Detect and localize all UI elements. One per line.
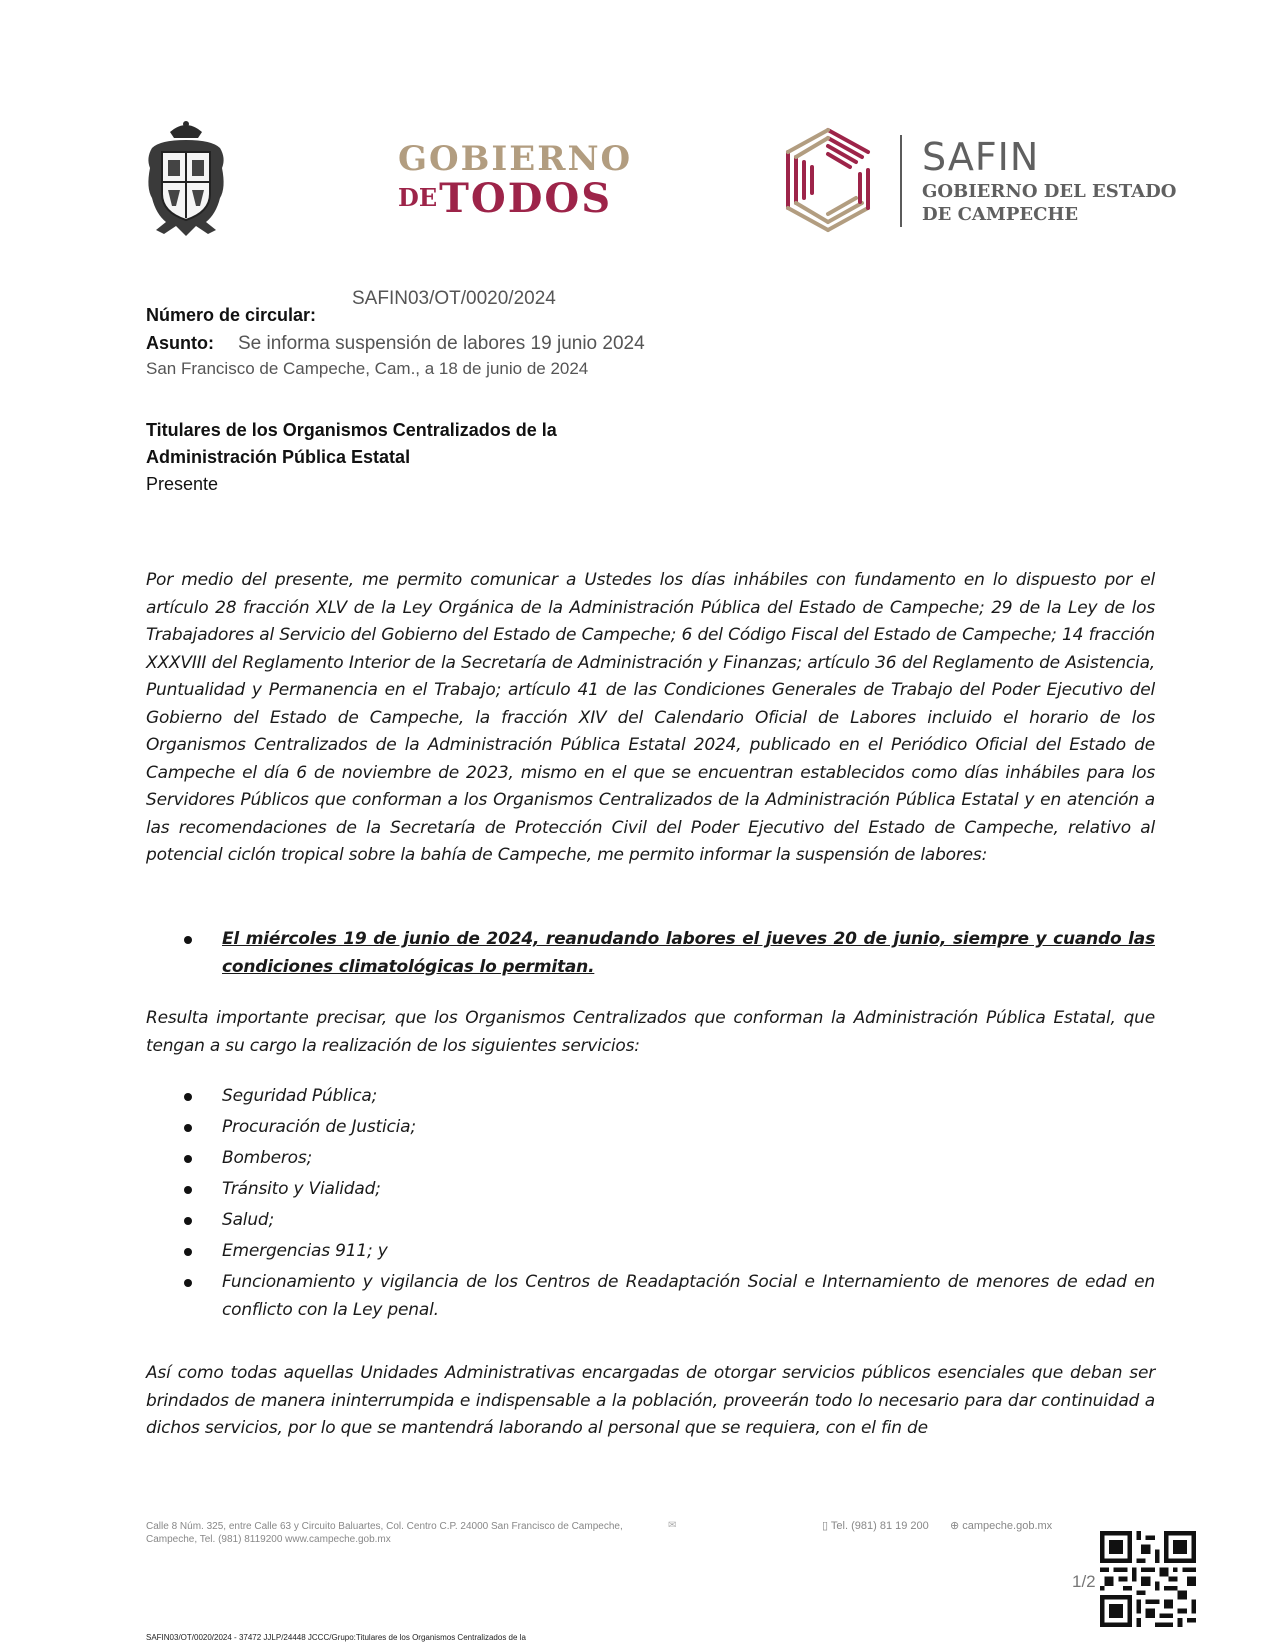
footer-web-text: campeche.gob.mx: [962, 1520, 1053, 1532]
safin-line2: DE CAMPECHE: [922, 204, 1079, 225]
body-paragraph-2: Resulta importante precisar, que los Organismos Centralizados que conforman la Administración Pública Estatal, que tengan a su cargo la realización de los siguientes servicios:: [146, 1008, 1155, 1056]
qr-code: [1100, 1531, 1196, 1627]
safin-wordmark: [922, 135, 1177, 226]
recipient-title: Titulares de los Organismos Centralizados de la Administración Pública Estatal: [146, 420, 557, 467]
page-number: 1/2: [1072, 1572, 1096, 1591]
safin-name: SAFIN: [922, 135, 1040, 179]
safin-hexagon-logo: [776, 124, 880, 236]
bullet-icon: [184, 1093, 192, 1101]
circular-number-value: SAFIN03/OT/0020/2024: [352, 288, 556, 309]
subject-value: Se informa suspensión de labores 19 junio 2024: [238, 333, 645, 354]
recipient-presente: Presente: [146, 474, 219, 494]
bullet-icon: [184, 1155, 192, 1163]
service-item: Bomberos;: [222, 1148, 313, 1168]
globe-icon: ⊕: [950, 1520, 960, 1532]
place-date: San Francisco de Campeche, Cam., a 18 de junio de 2024: [146, 359, 589, 378]
service-item: Emergencias 911; y: [222, 1241, 388, 1261]
bullet-icon: [184, 1124, 192, 1132]
document-reference: SAFIN03/OT/0020/2024 - 37472 JJLP/24448 JCCC/Grupo:Titulares de los Organismos Centralizados de la: [146, 1633, 526, 1642]
bullet-icon: [184, 936, 192, 944]
footer-phone: [822, 1519, 929, 1532]
logo-divider: [900, 135, 902, 227]
footer-phone-text: Tel. (981) 81 19 200: [830, 1520, 929, 1532]
phone-icon: ▯: [822, 1520, 829, 1532]
service-item: Seguridad Pública;: [222, 1086, 378, 1106]
suspension-highlight: El miércoles 19 de junio de 2024, reanudando labores el jueves 20 de junio, siempre y cuando las condiciones climatológicas lo permitan.: [222, 929, 1155, 977]
gobierno-text: GOBIERNO: [398, 139, 633, 179]
service-item: Salud;: [222, 1210, 275, 1230]
subject-label: Asunto:: [146, 333, 214, 353]
de-text: DE: [398, 183, 438, 212]
body-paragraph-1: Por medio del presente, me permito comunicar a Ustedes los días inhábiles con fundamento en lo dispuesto por el artículo 28 fracción XLV de la Ley Orgánica de la Administración Pública del Estado de Campeche; 29 de la Ley de los Trabajadores al Servicio del Gobierno del Estado de Campeche; 6 del Código Fiscal del Estado de Campeche; 14 fracción XXXVIII del Reglamento Interior de la Secretaría de Administración y Finanzas; artículo 36 del Reglamento de Asistencia, Puntualidad y Permanencia en el Trabajo; artículo 41 de las Condiciones Generales de Trabajo del Poder Ejecutivo del Gobierno del Estado de Campeche, la fracción XIV del Calendario Oficial de Labores incluido el horario de los Organismos Centralizados de la Administración Pública Estatal 2024, publicado en el Periódico Oficial del Estado de Campeche el día 6 de noviembre de 2023, mismo en el que se encuentran establecidos como días inhábiles para los Servidores Públicos que conforman a los Organismos Centralizados de la Administración Pública Estatal y en atención a las recomendaciones de la Secretaría de Protección Civil del Poder Ejecutivo del Estado de Campeche, relativo al potencial ciclón tropical sobre la bahía de Campeche, me permito informar la suspensión de labores:: [146, 570, 1155, 865]
safin-line1: GOBIERNO DEL ESTADO: [922, 181, 1177, 202]
bullet-icon: [184, 1279, 192, 1287]
service-item: Procuración de Justicia;: [222, 1117, 416, 1137]
body-paragraph-3: Así como todas aquellas Unidades Administrativas encargadas de otorgar servicios públicos esenciales que deban ser brindados de manera ininterrumpida e indispensable a la población, proveerán todo lo necesario para dar continuidad a dichos servicios, por lo que se mantendrá laborando al personal que se requiera, con el fin de: [146, 1363, 1155, 1438]
bullet-icon: [184, 1217, 192, 1225]
footer-address: Calle 8 Núm. 325, entre Calle 63 y Circuito Baluartes, Col. Centro C.P. 24000 San Francisco de Campeche, Campeche, Tel. (981) 8119200 www.campeche.gob.mx: [146, 1521, 623, 1545]
campeche-coat-of-arms-logo: [146, 118, 226, 246]
todos-text: TODOS: [439, 175, 613, 222]
footer-web: [950, 1519, 1052, 1532]
circular-number-label: Número de circular:: [146, 305, 317, 325]
mail-icon: ✉: [668, 1520, 677, 1531]
gobierno-de-todos-logo: [398, 139, 633, 222]
bullet-icon: [184, 1248, 192, 1256]
service-item: Funcionamiento y vigilancia de los Centros de Readaptación Social e Internamiento de menores de edad en conflicto con la Ley penal.: [222, 1272, 1155, 1320]
bullet-icon: [184, 1186, 192, 1194]
service-item: Tránsito y Vialidad;: [222, 1179, 381, 1199]
